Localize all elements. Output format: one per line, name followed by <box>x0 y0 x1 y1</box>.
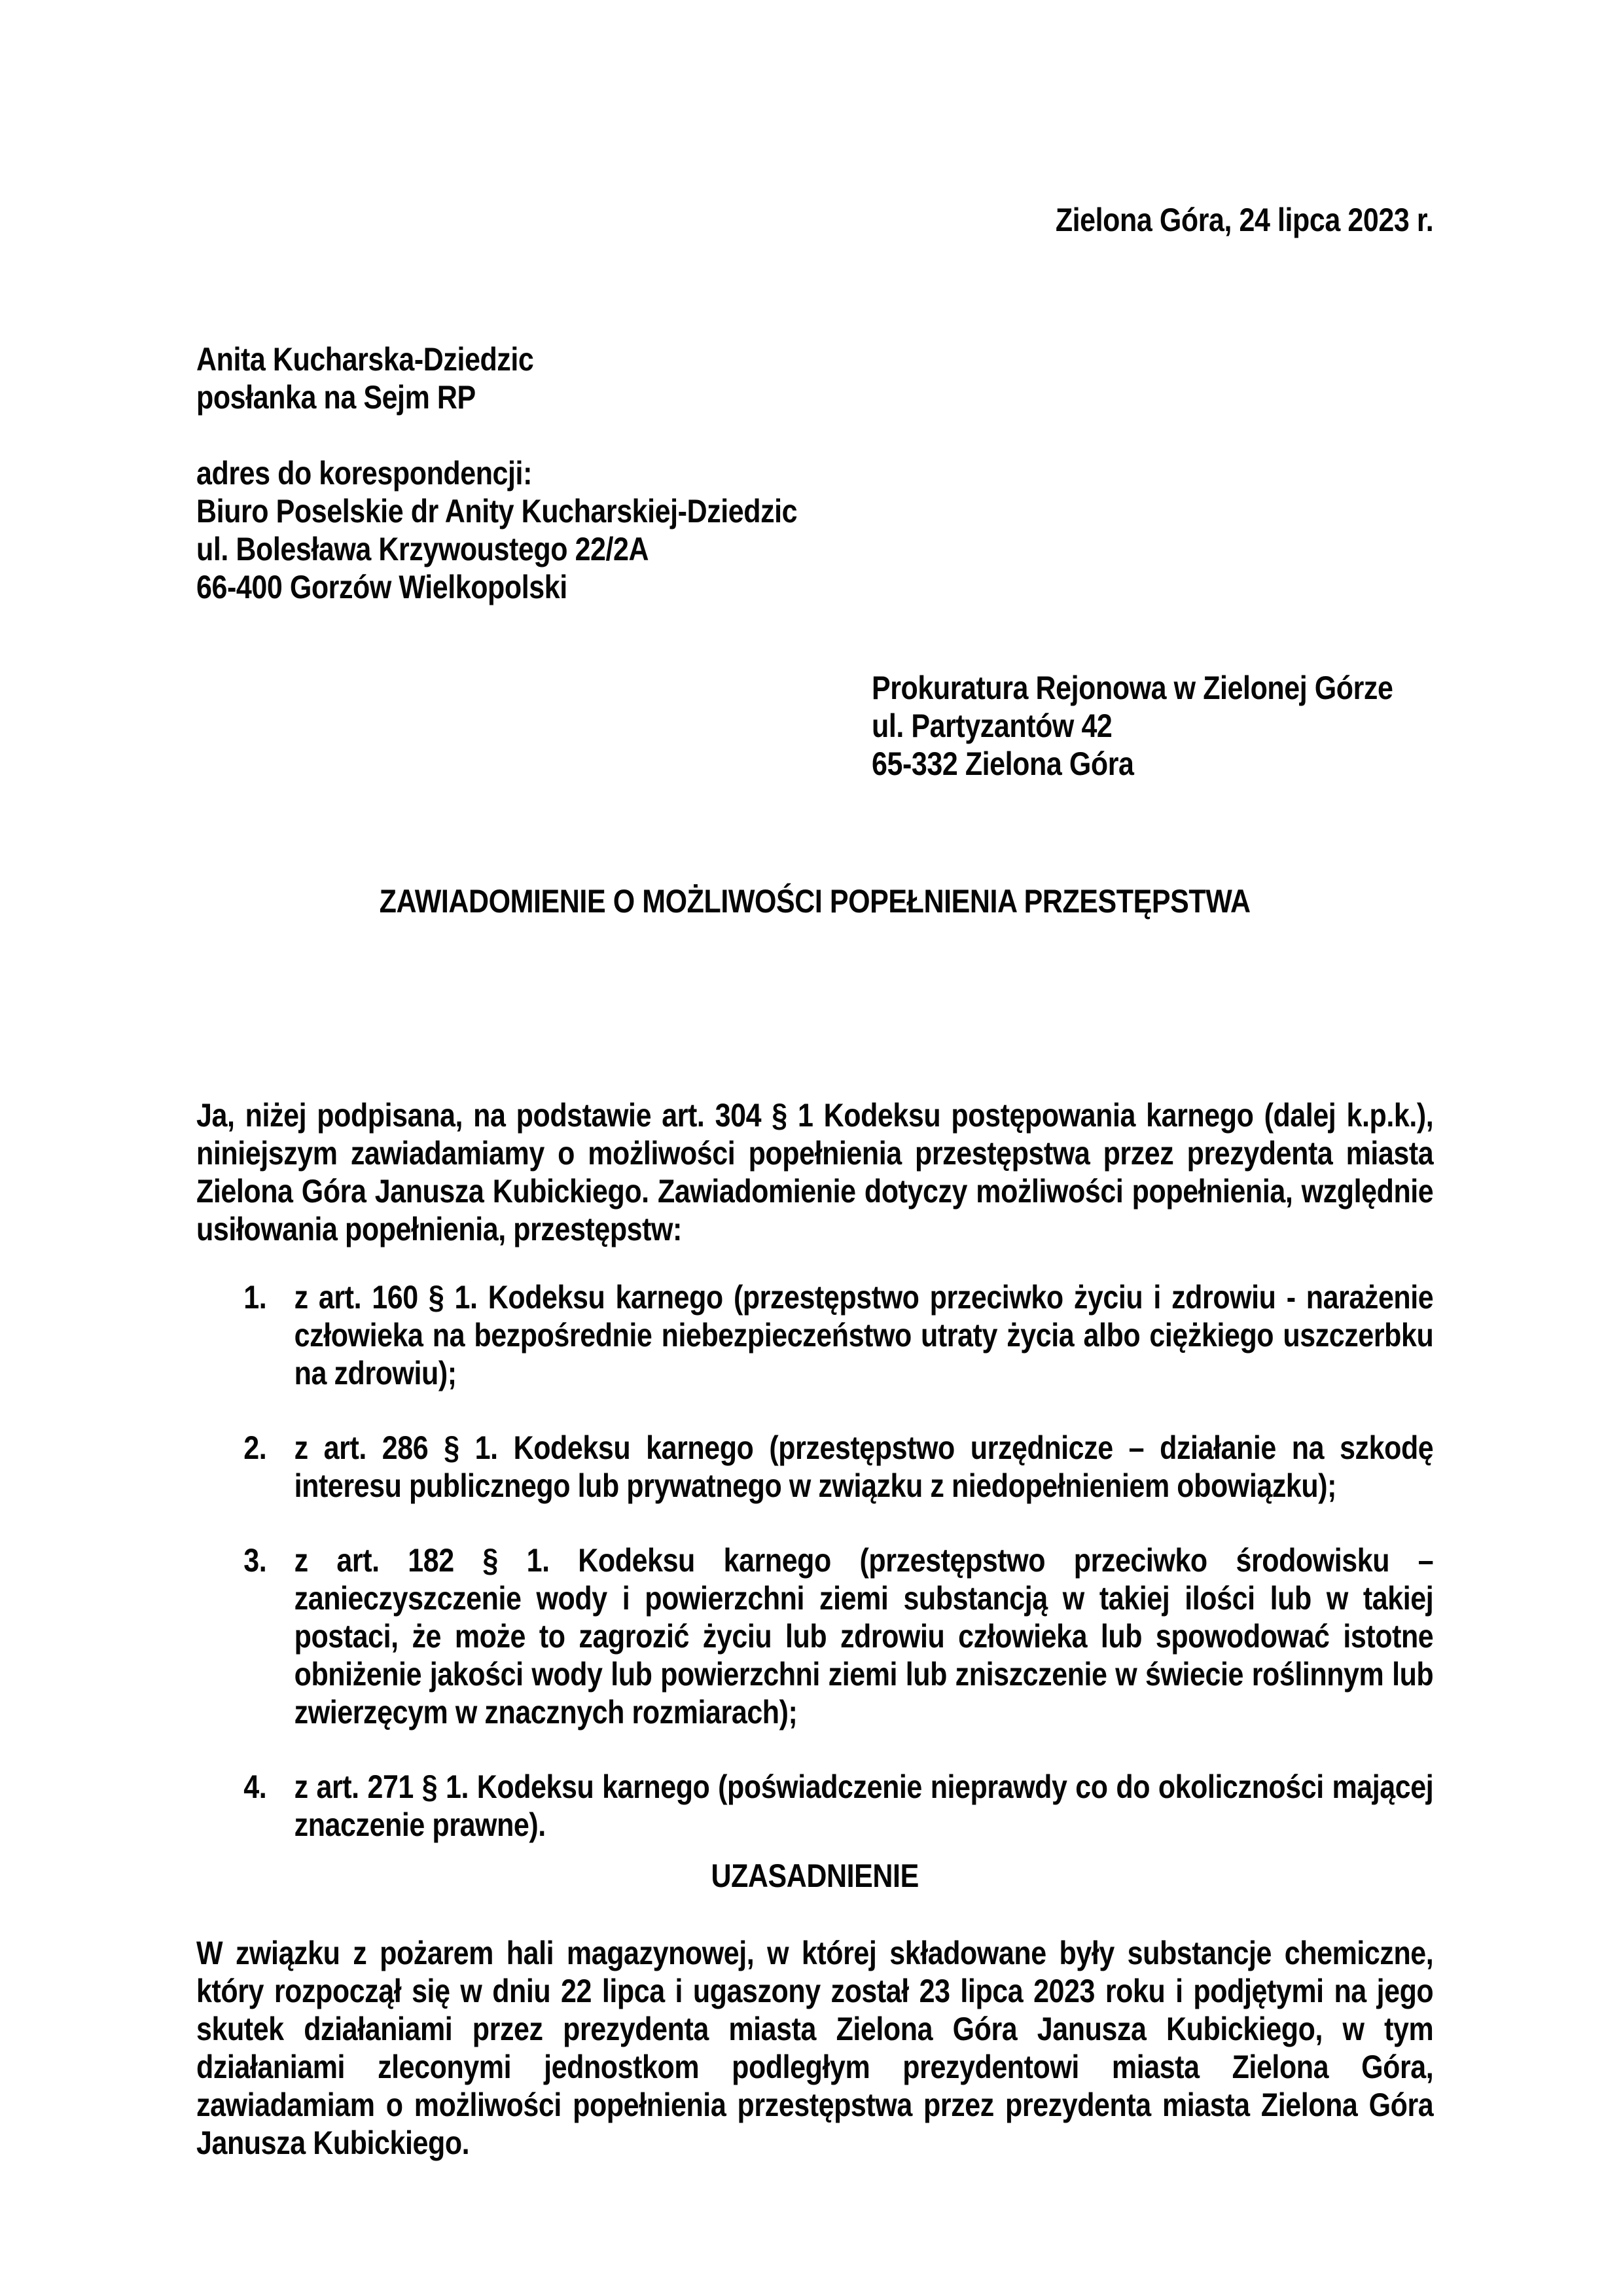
list-item-text: z art. 271 § 1. Kodeksu karnego (poświadczenie nieprawdy co do okoliczności mającej znaczenie prawne). <box>294 1768 1434 1843</box>
recipient-line: Prokuratura Rejonowa w Zielonej Górze <box>872 670 1393 706</box>
sender-role: posłanka na Sejm RP <box>196 379 476 416</box>
list-item-text: z art. 160 § 1. Kodeksu karnego (przestępstwo przeciwko życiu i zdrowiu - narażenie człowieka na bezpośrednie niebezpieczeństwo utraty życia albo ciężkiego uszczerbku na zdrowiu); <box>294 1279 1434 1391</box>
sender-address-line: 66-400 Gorzów Wielkopolski <box>196 569 567 605</box>
list-item-number: 1. <box>243 1279 267 1316</box>
sender-address-line: Biuro Poselskie dr Anity Kucharskiej-Dziedzic <box>196 493 798 529</box>
list-item-text: z art. 182 § 1. Kodeksu karnego (przestępstwo przeciwko środowisku – zanieczyszczenie wody i powierzchni ziemi substancją w takiej ilości lub w takiej postaci, że może to zagrozić życiu lub zdrowiu człowieka lub spowodować istotne obniżenie jakości wody lub powierzchni ziemi lub zniszczenie w świecie roślinnym lub zwierzęcym w znacznych rozmiarach); <box>294 1542 1434 1731</box>
recipient-block <box>872 669 1433 783</box>
body-paragraph: W związku z pożarem hali magazynowej, w której składowane były substancje chemiczne, który rozpoczął się w dniu 22 lipca i ugaszony został 23 lipca 2023 roku i podjętymi na jego skutek działaniami przez prezydenta miasta Zielona Góra Janusza Kubickiego, w tym działaniami zleconymi jednostkom podległym prezydentowi miasta Zielona Góra, zawiadamiam o możliwości popełnienia przestępstwa przez prezydenta miasta Zielona Góra Janusza Kubickiego. <box>196 1935 1434 2161</box>
sender-address-line: ul. Bolesława Krzywoustego 22/2A <box>196 531 649 567</box>
document-content <box>196 201 1433 2162</box>
list-item <box>196 1278 1433 1392</box>
sender-name: Anita Kucharska-Dziedzic <box>196 341 534 378</box>
list-item <box>196 1429 1433 1505</box>
list-item <box>196 1768 1433 1844</box>
intro-paragraph: Ja, niżej podpisana, na podstawie art. 304 § 1 Kodeksu postępowania karnego (dalej k.p.k.), niniejszym zawiadamiamy o możliwości popełnienia przestępstwa przez prezydenta miasta Zielona Góra Janusza Kubickiego. Zawiadomienie dotyczy możliwości popełnienia, względnie usiłowania popełnienia, przestępstw: <box>196 1097 1434 1247</box>
list-item-number: 3. <box>243 1542 267 1579</box>
list-item <box>196 1541 1433 1731</box>
list-item-text: z art. 286 § 1. Kodeksu karnego (przestępstwo urzędnicze – działanie na szkodę interesu publicznego lub prywatnego w związku z niedopełnieniem obowiązku); <box>294 1429 1434 1504</box>
sender-address-label: adres do korespondencji: <box>196 455 532 492</box>
sender-block <box>196 340 1433 606</box>
list-item-number: 2. <box>243 1429 267 1466</box>
list-item-number: 4. <box>243 1768 267 1805</box>
date-line: Zielona Góra, 24 lipca 2023 r. <box>1055 202 1434 238</box>
document-title: ZAWIADOMIENIE O MOŻLIWOŚCI POPEŁNIENIA PRZESTĘPSTWA <box>379 883 1251 920</box>
recipient-line: ul. Partyzantów 42 <box>872 708 1113 744</box>
offence-list <box>196 1278 1433 1844</box>
section-heading: UZASADNIENIE <box>711 1857 919 1894</box>
recipient-line: 65-332 Zielona Góra <box>872 745 1134 782</box>
